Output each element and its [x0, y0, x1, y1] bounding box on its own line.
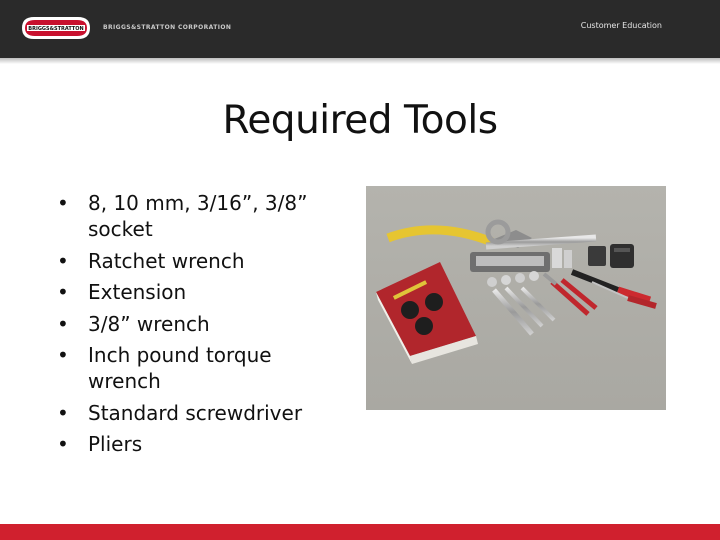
slide-title: Required Tools — [222, 98, 498, 143]
briggs-stratton-logo — [18, 15, 94, 41]
list-item: • Extension — [52, 279, 332, 305]
list-item: • Pliers — [52, 431, 332, 457]
footer-accent-bar — [0, 524, 720, 540]
tool-list — [52, 190, 332, 463]
list-item: • Standard screwdriver — [52, 400, 332, 426]
tools-photo — [366, 186, 666, 410]
list-item: • Ratchet wrench — [52, 248, 332, 274]
header-bar — [0, 0, 720, 58]
section-label: Customer Education — [580, 21, 662, 30]
list-item: • Inch pound torque wrench — [52, 342, 332, 394]
svg-text:BRIGGS&STRATTON: BRIGGS&STRATTON — [28, 26, 84, 32]
list-item: • 3/8” wrench — [52, 311, 332, 337]
header-shadow — [0, 58, 720, 64]
corporation-name: BRIGGS&STRATTON CORPORATION — [103, 24, 232, 31]
list-item: • 8, 10 mm, 3/16”, 3/8” socket — [52, 190, 332, 242]
